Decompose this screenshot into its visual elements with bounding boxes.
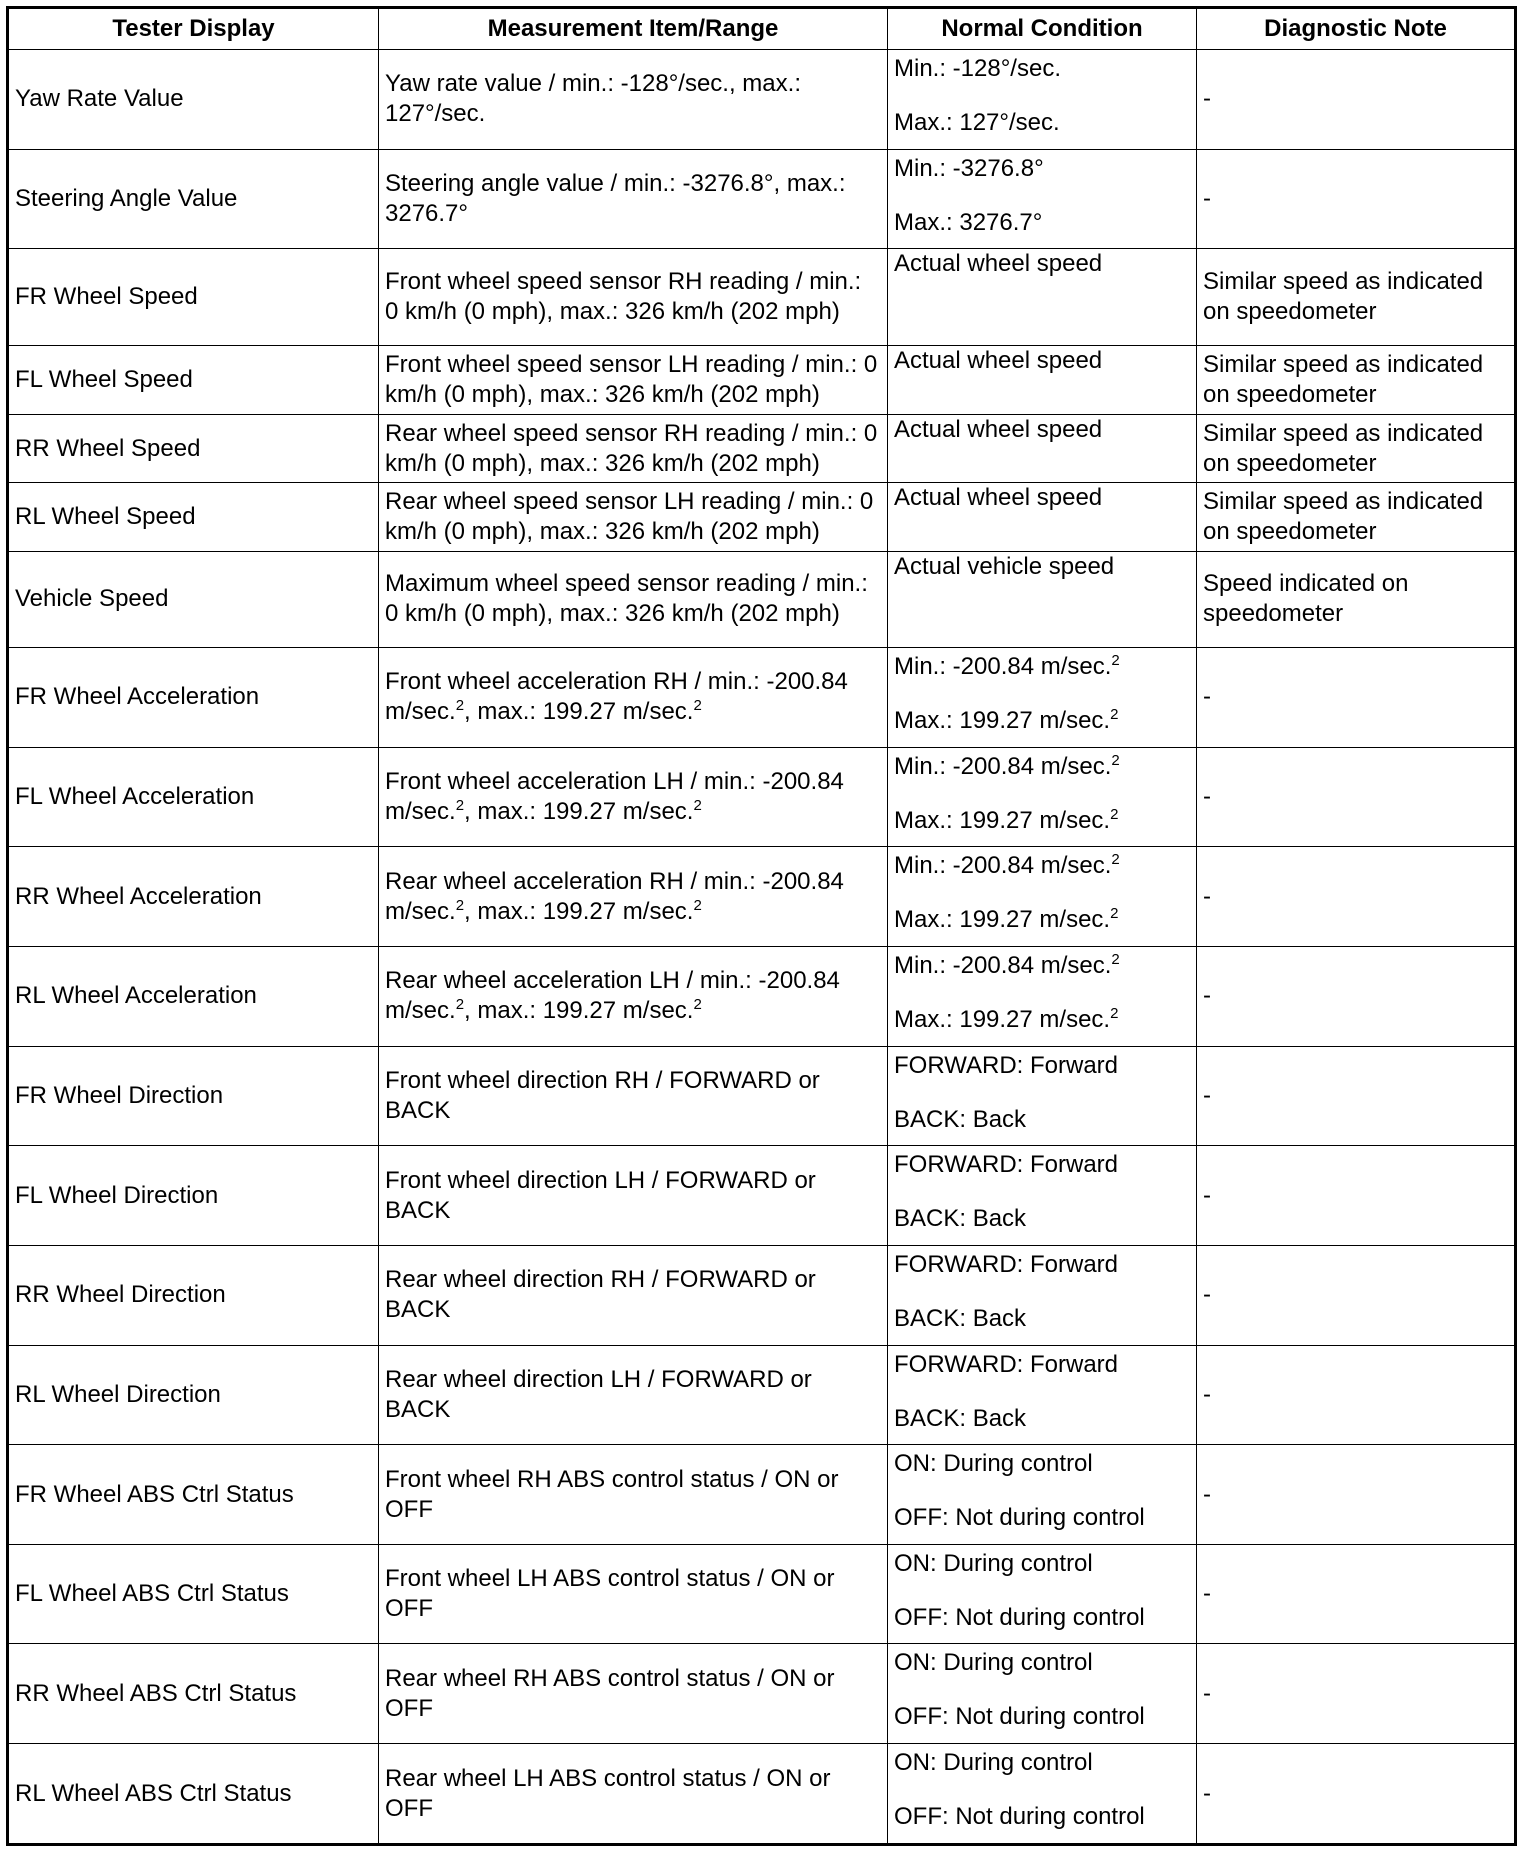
condition-line: Max.: 3276.7° [894, 208, 1043, 236]
cell-tester-display: FL Wheel ABS Ctrl Status [8, 1544, 379, 1644]
table-row [8, 249, 1516, 345]
condition-line: Actual wheel speed [894, 346, 1103, 374]
table-row [8, 1345, 1516, 1445]
condition-line: OFF: Not during control [894, 1603, 1145, 1631]
cell-normal-condition [888, 50, 1197, 150]
cell-measurement-item: Front wheel speed sensor RH reading / min.: 0 km/h (0 mph), max.: 326 km/h (202 mph) [379, 249, 888, 345]
cell-tester-display: FL Wheel Direction [8, 1146, 379, 1246]
cell-normal-condition [888, 415, 1197, 483]
table-row [8, 1146, 1516, 1246]
cell-tester-display: RR Wheel Direction [8, 1245, 379, 1345]
condition-line: Max.: 199.27 m/sec.$^2$ [894, 805, 1119, 834]
cell-normal-condition [888, 1245, 1197, 1345]
condition-line: BACK: Back [894, 1404, 1027, 1432]
cell-diagnostic-note: - [1197, 847, 1516, 947]
cell-normal-condition [888, 149, 1197, 249]
table-row [8, 1245, 1516, 1345]
condition-line: Min.: -200.84 m/sec.$^2$ [894, 950, 1120, 979]
cell-normal-condition [888, 551, 1197, 647]
cell-diagnostic-note: - [1197, 1345, 1516, 1445]
condition-line: Min.: -200.84 m/sec.$^2$ [894, 851, 1120, 880]
cell-tester-display: RL Wheel Acceleration [8, 946, 379, 1046]
cell-diagnostic-note: - [1197, 747, 1516, 847]
table-row [8, 747, 1516, 847]
data-list-table [6, 6, 1517, 1846]
table-row [8, 1644, 1516, 1744]
condition-line: OFF: Not during control [894, 1803, 1145, 1831]
cell-measurement-item: Rear wheel LH ABS control status / ON or OFF [379, 1744, 888, 1845]
condition-line: Actual vehicle speed [894, 552, 1115, 580]
table-row [8, 1445, 1516, 1545]
cell-tester-display: FR Wheel Acceleration [8, 647, 379, 747]
cell-normal-condition [888, 647, 1197, 747]
cell-measurement-item: Rear wheel acceleration RH / min.: -200.84 m/sec.$^2$, max.: 199.27 m/sec.$^2$ [379, 847, 888, 947]
condition-line: Max.: 199.27 m/sec.$^2$ [894, 1004, 1119, 1033]
condition-line: FORWARD: Forward [894, 1051, 1119, 1079]
cell-measurement-item: Rear wheel speed sensor LH reading / min.: 0 km/h (0 mph), max.: 326 km/h (202 mph) [379, 483, 888, 551]
condition-line: Max.: 127°/sec. [894, 109, 1060, 136]
cell-diagnostic-note: - [1197, 50, 1516, 150]
cell-tester-display: RR Wheel Speed [8, 415, 379, 483]
condition-line: ON: During control [894, 1749, 1093, 1777]
table-row [8, 483, 1516, 551]
cell-diagnostic-note: Similar speed as indicated on speedometer [1197, 483, 1516, 551]
cell-measurement-item: Front wheel RH ABS control status / ON or OFF [379, 1445, 888, 1545]
condition-line: Min.: -3276.8° [894, 154, 1044, 182]
table-row [8, 1544, 1516, 1644]
cell-diagnostic-note: Similar speed as indicated on speedometer [1197, 249, 1516, 345]
condition-line: Actual wheel speed [894, 416, 1103, 444]
table-row [8, 551, 1516, 647]
condition-line: OFF: Not during control [894, 1504, 1145, 1532]
cell-normal-condition [888, 483, 1197, 551]
cell-diagnostic-note: - [1197, 1245, 1516, 1345]
cell-normal-condition [888, 249, 1197, 345]
cell-measurement-item: Steering angle value / min.: -3276.8°, max.: 3276.7° [379, 149, 888, 249]
cell-measurement-item: Rear wheel speed sensor RH reading / min.: 0 km/h (0 mph), max.: 326 km/h (202 mph) [379, 415, 888, 483]
cell-tester-display: Vehicle Speed [8, 551, 379, 647]
cell-normal-condition [888, 1544, 1197, 1644]
cell-normal-condition [888, 946, 1197, 1046]
table-row [8, 847, 1516, 947]
condition-line: BACK: Back [894, 1105, 1027, 1133]
cell-tester-display: RR Wheel ABS Ctrl Status [8, 1644, 379, 1744]
header-normal-condition: Normal Condition [888, 8, 1197, 50]
cell-measurement-item: Front wheel acceleration LH / min.: -200.84 m/sec.$^2$, max.: 199.27 m/sec.$^2$ [379, 747, 888, 847]
cell-measurement-item: Maximum wheel speed sensor reading / min.: 0 km/h (0 mph), max.: 326 km/h (202 mph) [379, 551, 888, 647]
cell-normal-condition [888, 1644, 1197, 1744]
cell-measurement-item: Front wheel speed sensor LH reading / min.: 0 km/h (0 mph), max.: 326 km/h (202 mph) [379, 345, 888, 414]
table-body [8, 50, 1516, 1845]
cell-measurement-item: Rear wheel RH ABS control status / ON or OFF [379, 1644, 888, 1744]
header-diagnostic-note: Diagnostic Note [1197, 8, 1516, 50]
cell-diagnostic-note: - [1197, 1146, 1516, 1246]
cell-tester-display: RL Wheel Speed [8, 483, 379, 551]
cell-tester-display: FR Wheel Direction [8, 1046, 379, 1146]
condition-line: OFF: Not during control [894, 1703, 1145, 1731]
cell-measurement-item: Yaw rate value / min.: -128°/sec., max.: 127°/sec. [379, 50, 888, 150]
table-row [8, 1744, 1516, 1845]
cell-tester-display: Steering Angle Value [8, 149, 379, 249]
condition-line: Min.: -200.84 m/sec.$^2$ [894, 751, 1120, 780]
table-row [8, 50, 1516, 150]
cell-tester-display: Yaw Rate Value [8, 50, 379, 150]
condition-line: FORWARD: Forward [894, 1151, 1119, 1179]
cell-diagnostic-note: - [1197, 1744, 1516, 1845]
condition-line: Actual wheel speed [894, 484, 1103, 512]
cell-diagnostic-note: Similar speed as indicated on speedometer [1197, 415, 1516, 483]
condition-line: BACK: Back [894, 1304, 1027, 1332]
cell-normal-condition [888, 747, 1197, 847]
cell-normal-condition [888, 1046, 1197, 1146]
cell-diagnostic-note: - [1197, 1046, 1516, 1146]
table-row [8, 149, 1516, 249]
condition-line: FORWARD: Forward [894, 1250, 1119, 1278]
cell-tester-display: FL Wheel Acceleration [8, 747, 379, 847]
cell-diagnostic-note: Speed indicated on speedometer [1197, 551, 1516, 647]
table-row [8, 647, 1516, 747]
cell-normal-condition [888, 345, 1197, 414]
condition-line: Min.: -200.84 m/sec.$^2$ [894, 651, 1120, 680]
cell-tester-display: FL Wheel Speed [8, 345, 379, 414]
cell-normal-condition [888, 1744, 1197, 1845]
cell-tester-display: RR Wheel Acceleration [8, 847, 379, 947]
condition-line: ON: During control [894, 1649, 1093, 1677]
cell-normal-condition [888, 1445, 1197, 1545]
table-row [8, 415, 1516, 483]
cell-normal-condition [888, 1146, 1197, 1246]
cell-tester-display: FR Wheel ABS Ctrl Status [8, 1445, 379, 1545]
condition-line: Min.: -128°/sec. [894, 55, 1061, 82]
cell-diagnostic-note: - [1197, 1644, 1516, 1744]
header-measurement-item: Measurement Item/Range [379, 8, 888, 50]
table-header-row [8, 8, 1516, 50]
cell-diagnostic-note: Similar speed as indicated on speedometer [1197, 345, 1516, 414]
condition-line: Actual wheel speed [894, 250, 1103, 278]
cell-measurement-item: Rear wheel direction LH / FORWARD or BACK [379, 1345, 888, 1445]
cell-tester-display: RL Wheel Direction [8, 1345, 379, 1445]
cell-tester-display: FR Wheel Speed [8, 249, 379, 345]
cell-normal-condition [888, 1345, 1197, 1445]
table-row [8, 345, 1516, 414]
condition-line: FORWARD: Forward [894, 1350, 1119, 1378]
condition-line: ON: During control [894, 1549, 1093, 1577]
cell-measurement-item: Front wheel direction LH / FORWARD or BACK [379, 1146, 888, 1246]
condition-line: ON: During control [894, 1450, 1093, 1478]
cell-diagnostic-note: - [1197, 946, 1516, 1046]
cell-diagnostic-note: - [1197, 1544, 1516, 1644]
cell-measurement-item: Rear wheel direction RH / FORWARD or BACK [379, 1245, 888, 1345]
condition-line: Max.: 199.27 m/sec.$^2$ [894, 705, 1119, 734]
cell-measurement-item: Front wheel LH ABS control status / ON or OFF [379, 1544, 888, 1644]
cell-normal-condition [888, 847, 1197, 947]
cell-diagnostic-note: - [1197, 1445, 1516, 1545]
table-row [8, 946, 1516, 1046]
cell-tester-display: RL Wheel ABS Ctrl Status [8, 1744, 379, 1845]
cell-diagnostic-note: - [1197, 647, 1516, 747]
cell-diagnostic-note: - [1197, 149, 1516, 249]
condition-line: BACK: Back [894, 1205, 1027, 1233]
condition-line: Max.: 199.27 m/sec.$^2$ [894, 905, 1119, 934]
cell-measurement-item: Front wheel direction RH / FORWARD or BACK [379, 1046, 888, 1146]
cell-measurement-item: Rear wheel acceleration LH / min.: -200.84 m/sec.$^2$, max.: 199.27 m/sec.$^2$ [379, 946, 888, 1046]
header-tester-display: Tester Display [8, 8, 379, 50]
cell-measurement-item: Front wheel acceleration RH / min.: -200.84 m/sec.$^2$, max.: 199.27 m/sec.$^2$ [379, 647, 888, 747]
table-row [8, 1046, 1516, 1146]
